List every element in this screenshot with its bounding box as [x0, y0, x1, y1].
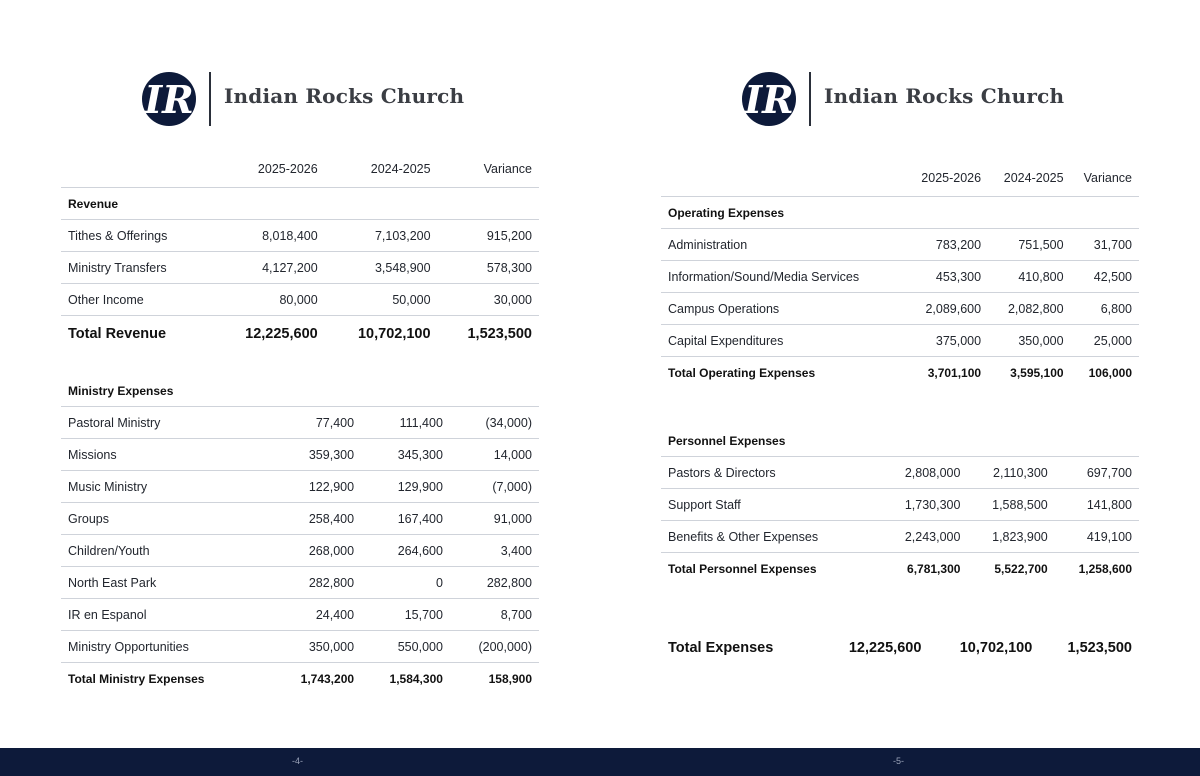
table-row: Children/Youth 268,000 264,600 3,400 — [61, 535, 539, 567]
church-logo-icon — [142, 72, 196, 126]
table-row: Tithes & Offerings 8,018,400 7,103,200 915,200 — [61, 220, 539, 252]
column-header: 2024-2025 — [1003, 171, 1064, 185]
table-row: Support Staff 1,730,300 1,588,500 141,800 — [661, 489, 1139, 521]
total-expenses-row: Total Expenses 12,225,600 10,702,100 1,523,500 — [668, 640, 1132, 656]
table-row: Pastoral Ministry 77,400 111,400 (34,000) — [61, 407, 539, 439]
table-row: Music Ministry 122,900 129,900 (7,000) — [61, 471, 539, 503]
logo-letters: IR — [144, 77, 194, 122]
table-row: Administration 783,200 751,500 31,700 — [661, 229, 1139, 261]
table-row: Benefits & Other Expenses 2,243,000 1,823,900 419,100 — [661, 521, 1139, 553]
total-personnel-row: Total Personnel Expenses 6,781,300 5,522,700 1,258,600 — [661, 553, 1139, 585]
column-header: Variance — [483, 162, 532, 176]
header-right — [600, 70, 1200, 128]
header-divider — [809, 72, 811, 126]
column-header-row — [661, 160, 1139, 197]
section-heading-personnel: Personnel Expenses — [668, 433, 786, 448]
page-left — [0, 0, 600, 748]
church-name: Indian Rocks Church — [224, 84, 465, 108]
total-expenses-table — [661, 630, 1139, 666]
table-row: Pastors & Directors 2,808,000 2,110,300 697,700 — [661, 457, 1139, 489]
table-row: Other Income 80,000 50,000 30,000 — [61, 284, 539, 316]
column-header: 2025-2026 — [921, 171, 982, 185]
column-header-row — [61, 151, 539, 188]
table-row: Capital Expenditures 375,000 350,000 25,000 — [661, 325, 1139, 357]
footer-bar — [0, 748, 1200, 776]
column-header: 2025-2026 — [257, 162, 318, 176]
page-number-right: -5- — [893, 756, 904, 766]
table-row: Groups 258,400 167,400 91,000 — [61, 503, 539, 535]
total-ministry-row: Total Ministry Expenses 1,743,200 1,584,300 158,900 — [61, 663, 539, 695]
table-row: Missions 359,300 345,300 14,000 — [61, 439, 539, 471]
table-row: Ministry Transfers 4,127,200 3,548,900 578,300 — [61, 252, 539, 284]
table-row: Campus Operations 2,089,600 2,082,800 6,800 — [661, 293, 1139, 325]
column-header: Variance — [1083, 171, 1132, 185]
table-row: North East Park 282,800 0 282,800 — [61, 567, 539, 599]
ministry-expenses-table — [61, 375, 539, 694]
table-row: Ministry Opportunities 350,000 550,000 (200,000) — [61, 631, 539, 663]
section-heading-ministry: Ministry Expenses — [68, 383, 174, 398]
column-header: 2024-2025 — [370, 162, 431, 176]
church-name: Indian Rocks Church — [824, 84, 1065, 108]
header-left — [0, 70, 600, 128]
section-heading-revenue: Revenue — [61, 188, 539, 220]
church-logo-icon — [742, 72, 796, 126]
total-operating-row: Total Operating Expenses 3,701,100 3,595,100 106,000 — [661, 357, 1139, 389]
logo-letters: IR — [744, 77, 794, 122]
personnel-expenses-table — [661, 425, 1139, 584]
page-number-left: -4- — [292, 756, 303, 766]
total-revenue-row: Total Revenue 12,225,600 10,702,100 1,523,500 — [61, 316, 539, 353]
table-row: Information/Sound/Media Services 453,300 410,800 42,500 — [661, 261, 1139, 293]
table-row: IR en Espanol 24,400 15,700 8,700 — [61, 599, 539, 631]
header-divider — [209, 72, 211, 126]
section-heading-operating: Operating Expenses — [661, 197, 1139, 229]
operating-expenses-table — [661, 160, 1139, 388]
page-right — [600, 0, 1200, 748]
revenue-ministry-table — [61, 151, 539, 352]
